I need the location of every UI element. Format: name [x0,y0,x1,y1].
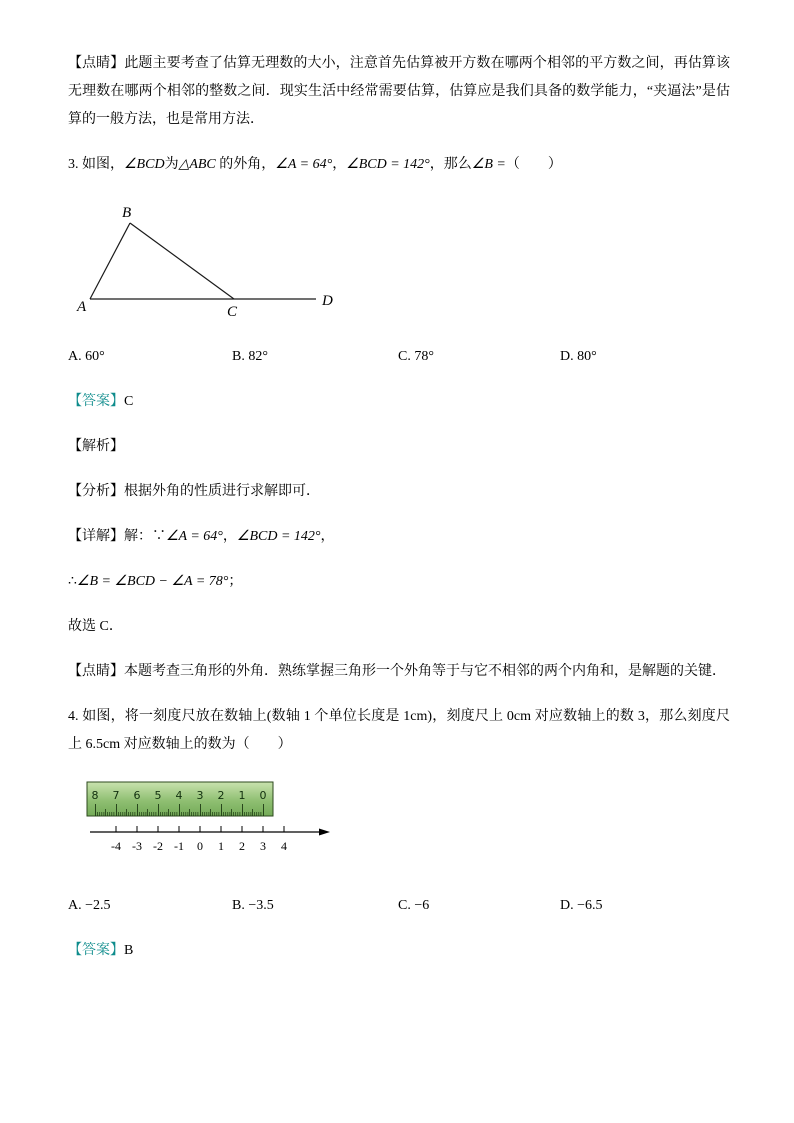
q3-option-b-letter: B. [232,349,245,364]
q3-dianjing-line: 【点睛】本题考查三角形的外角．熟练掌握三角形一个外角等于与它不相邻的两个内角和，是解题的关键． [68,664,726,679]
q3-stem-math-3: ∠A = 64° [275,157,333,172]
q3-answer-line [68,388,730,416]
question-3-stem [68,151,730,179]
vertex-label-b: B [122,205,132,221]
q4-option-c-letter: C. [398,898,411,913]
axis-label-2: 2 [239,839,245,853]
ruler-number-4: 4 [175,789,183,802]
q3-stem-math-1: ∠BCD [124,157,165,172]
q3-xiangjie1-math-2: ∠BCD = 142° [236,529,321,544]
q3-stem-text-1: 3. 如图， [68,157,124,172]
q4-option-a [68,892,232,920]
vertex-label-a: A [77,299,87,315]
vertex-label-d: D [322,293,333,309]
q3-fenxi-line: 【分析】根据外角的性质进行求解即可． [68,484,320,499]
q3-option-a-value: 60° [85,349,105,364]
triangle-svg [74,205,414,321]
ruler-number-3: 3 [196,789,204,802]
q3-option-b [232,343,398,371]
axis-label-4: 4 [281,839,287,853]
q3-xiangjie2-text-2: ； [228,574,243,589]
axis-label-neg3: -3 [132,839,142,853]
ruler-tick-marks [95,804,264,816]
q3-stem-math-2: △ABC [178,157,216,172]
triangle-figure [74,205,730,321]
ruler-number-8: 8 [91,789,99,802]
q4-option-c [398,892,560,920]
q3-stem-text-3: 的外角， [215,157,276,172]
answer-label: 【答案】 [68,394,124,409]
q4-answer-value: B [124,943,134,958]
q3-option-d [560,343,730,371]
q3-xiangjie1-text-1: 【详解】解：∵ [68,529,166,544]
axis-label-0: 0 [197,839,203,853]
ruler-number-0: 0 [259,789,267,802]
q3-xiangjie-line-2 [68,568,730,596]
q3-answer-value: C [124,394,134,409]
triangle-side-ab [90,223,130,299]
vertex-label-c: C [227,304,238,320]
q3-xiangjie1-text-3: ， [320,529,335,544]
q3-stem-text-6: （ ） [505,157,562,172]
q3-stem-math-5: ∠B = [471,157,506,172]
q4-option-d-value: −6.5 [577,898,603,913]
question-3-options [68,343,730,371]
ruler-number-7: 7 [112,789,120,802]
q3-xiangjie2-math-1: ∠B = ∠BCD − ∠A = 78° [76,574,229,589]
axis-label-3: 3 [260,839,266,853]
q3-stem-text-5: ，那么 [429,157,472,172]
q4-option-b [232,892,398,920]
ruler-figure [82,776,730,860]
axis-label-1: 1 [218,839,224,853]
q3-option-d-value: 80° [577,349,597,364]
q4-option-b-letter: B. [232,898,245,913]
q3-jiexi-label: 【解析】 [68,439,124,454]
ruler-number-1: 1 [238,789,246,802]
axis-label-neg2: -2 [153,839,163,853]
q4-option-a-letter: A. [68,898,82,913]
q3-xiangjie1-math-1: ∠A = 64° [166,529,223,544]
ruler-number-6: 6 [133,789,141,802]
q4-option-b-value: −3.5 [248,898,274,913]
q4-option-c-value: −6 [414,898,430,913]
q3-stem-text-2: 为 [164,157,179,172]
q3-guxuan-line: 故选 C． [68,619,123,634]
ruler-svg [82,776,352,860]
question-4-stem: 4. 如图，将一刻度尺放在数轴上(数轴 1 个单位长度是 1cm)，刻度尺上 0cm 对应数轴上的数 3，那么刻度尺上 6.5cm 对应数轴上的数为（ ） [68,709,730,752]
axis-label-neg4: -4 [111,839,121,853]
q3-stem-math-4: ∠BCD = 142° [346,157,430,172]
ruler-number-2: 2 [217,789,225,802]
triangle-side-bc [130,223,234,299]
q4-option-d-letter: D. [560,898,574,913]
ruler-number-5: 5 [154,789,162,802]
q3-xiangjie1-text-2: ， [222,529,237,544]
paragraph-dianjing-previous-question: 【点睛】此题主要考查了估算无理数的大小，注意首先估算被开方数在哪两个相邻的平方数之间，再估算该无理数在哪两个相邻的整数之间．现实生活中经常需要估算，估算应是我们具备的数学能力，“夹逼法”是估算的一般方法，也是常用方法． [68,56,730,127]
q3-xiangjie2-text-1: ∴ [68,574,77,589]
q3-option-a [68,343,232,371]
q3-xiangjie-line-1 [68,523,730,551]
q3-option-b-value: 82° [248,349,268,364]
q3-option-a-letter: A. [68,349,82,364]
q3-option-c [398,343,560,371]
number-line-arrow [319,829,330,836]
q3-stem-text-4: ， [332,157,347,172]
q3-option-c-value: 78° [414,349,434,364]
q3-option-c-letter: C. [398,349,411,364]
q3-option-d-letter: D. [560,349,574,364]
q4-answer-line [68,937,730,965]
q4-option-d [560,892,730,920]
axis-label-neg1: -1 [174,839,184,853]
answer-label: 【答案】 [68,943,124,958]
question-4-options [68,892,730,920]
q4-option-a-value: −2.5 [85,898,111,913]
